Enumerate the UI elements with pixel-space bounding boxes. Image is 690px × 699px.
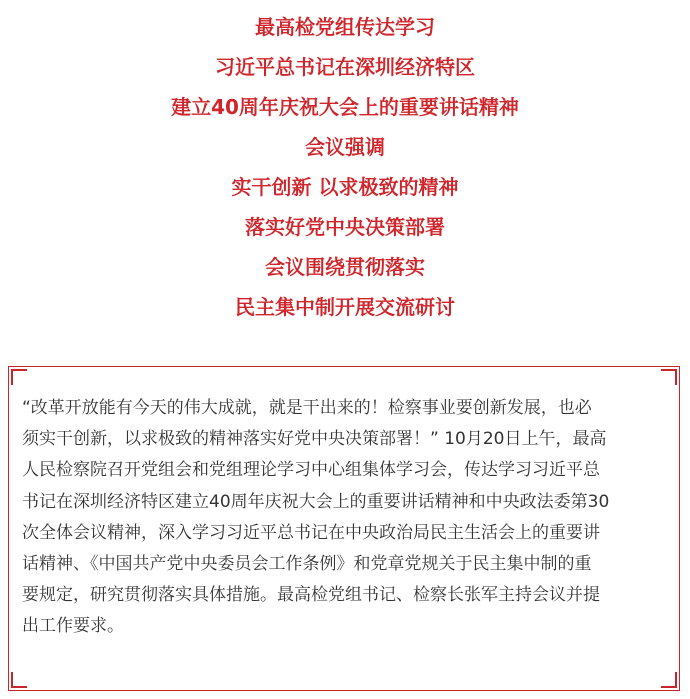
headline-line-6: 落实好党中央决策部署 bbox=[245, 215, 445, 239]
article-line-6: 话精神、《中国共产党中央委员会工作条例》和党章党规关于民主集中制的重 bbox=[22, 553, 592, 574]
frame-corner-top-right bbox=[661, 369, 677, 385]
headline-line-3: 建立40周年庆祝大会上的重要讲话精神 bbox=[171, 95, 519, 119]
article-line-2: 须实干创新，以求极致的精神落实好党中央决策部署！” 10月20日上午，最高 bbox=[22, 429, 607, 450]
article-line-8: 出工作要求。 bbox=[22, 616, 124, 637]
frame-corner-bottom-left bbox=[11, 672, 27, 688]
headline-line-4: 会议强调 bbox=[305, 135, 385, 159]
headline-line-2: 习近平总书记在深圳经济特区 bbox=[215, 55, 475, 79]
headline-line-1: 最高检党组传达学习 bbox=[255, 15, 435, 39]
frame-corner-bottom-right bbox=[661, 672, 677, 688]
headline-line-5: 实干创新 以求极致的精神 bbox=[231, 175, 459, 199]
article-paragraph bbox=[22, 393, 670, 643]
frame-corner-top-left bbox=[11, 369, 27, 385]
quote-frame bbox=[8, 366, 680, 691]
headline-line-7: 会议围绕贯彻落实 bbox=[265, 255, 425, 279]
article-line-5: 次全体会议精神，深入学习习近平总书记在中央政治局民主生活会上的重要讲 bbox=[22, 522, 600, 543]
article-line-3: 人民检察院召开党组会和党组理论学习中心组集体学习会，传达学习习近平总 bbox=[22, 460, 600, 481]
article-line-7: 要规定，研究贯彻落实具体措施。最高检党组书记、检察长张军主持会议并提 bbox=[22, 585, 600, 606]
headline-line-8: 民主集中制开展交流研讨 bbox=[235, 295, 455, 319]
article-line-1: “改革开放能有今天的伟大成就，就是干出来的！检察事业要创新发展，也必 bbox=[22, 398, 592, 418]
article-line-4: 书记在深圳经济特区建立40周年庆祝大会上的重要讲话精神和中央政法委第30 bbox=[22, 491, 610, 512]
